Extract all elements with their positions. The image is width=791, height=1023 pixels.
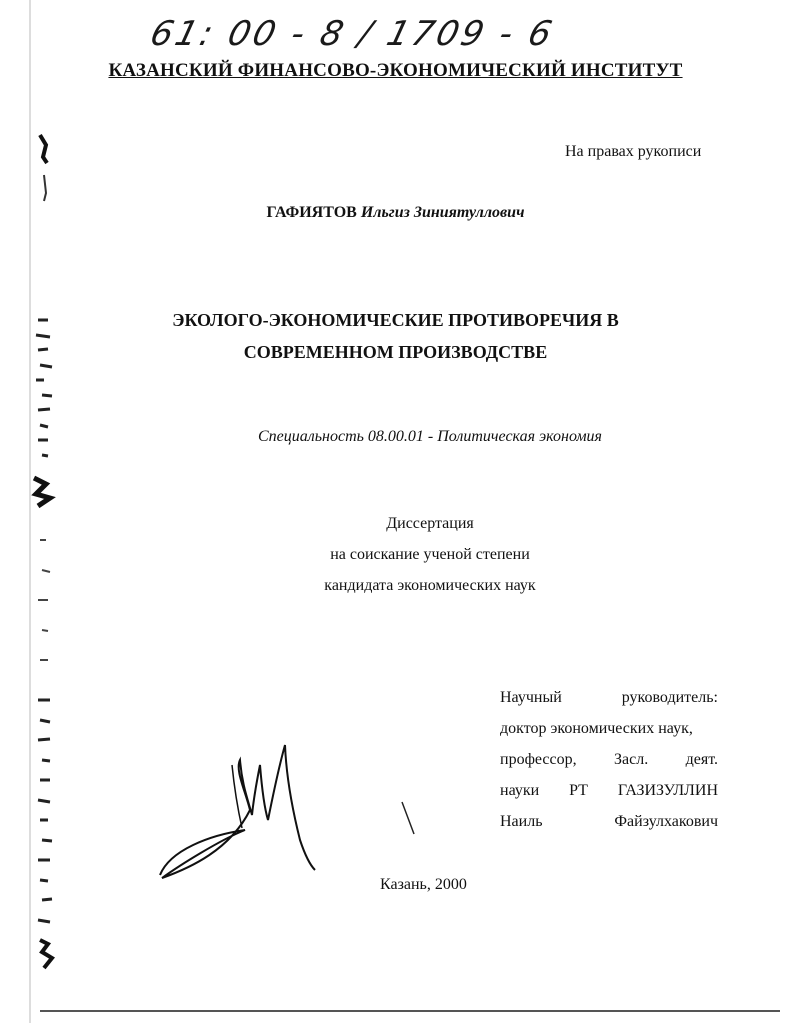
dissertation-title [0,304,791,368]
scan-bottom-edge [40,1010,780,1012]
advisor-line-5 [500,806,718,837]
advisor-word: руководитель: [621,689,718,706]
advisor-word: Научный [500,689,562,706]
advisor-word: Наиль [500,813,543,830]
title-line-2: СОВРЕМЕННОМ ПРОИЗВОДСТВЕ [243,342,548,362]
dissertation-line-1: Диссертация [386,515,474,532]
advisor-word: ГАЗИЗУЛЛИН [617,782,718,799]
advisor-line-4 [500,775,718,806]
author-surname: ГАФИЯТОВ [266,204,357,221]
advisor-word: деят. [685,751,718,768]
advisor-word: профессор, [500,751,577,768]
advisor-word: науки [500,782,540,799]
institute-name: КАЗАНСКИЙ ФИНАНСОВО-ЭКОНОМИЧЕСКИЙ ИНСТИТУТ [108,60,683,81]
title-line-1: ЭКОЛОГО-ЭКОНОМИЧЕСКИЕ ПРОТИВОРЕЧИЯ В [172,310,619,330]
dissertation-type [0,508,791,601]
advisor-word: РТ [569,782,588,799]
advisor-line-2 [500,713,718,744]
advisor-line-1 [500,682,718,713]
stray-mark [400,800,420,840]
advisor-word: Файзулхакович [614,813,718,830]
author-given-names: Ильгиз Зиниятуллович [360,204,525,221]
dissertation-line-2: на соискание ученой степени [330,546,530,563]
advisor-word: Засл. [614,751,649,768]
manuscript-rights-note: На правах рукописи [565,143,702,160]
dissertation-line-3: кандидата экономических наук [324,577,536,594]
archive-code-handwritten: 61: 00 - 8 / 1709 - 6 [146,14,559,54]
author-name [0,204,791,222]
scientific-advisor-block [500,682,718,837]
handwritten-signature [150,740,320,890]
advisor-degree: доктор экономических наук, [500,720,693,737]
advisor-line-3 [500,744,718,775]
specialty: Специальность 08.00.01 - Политическая экономия [258,428,602,445]
city-year: Казань, 2000 [380,876,467,893]
